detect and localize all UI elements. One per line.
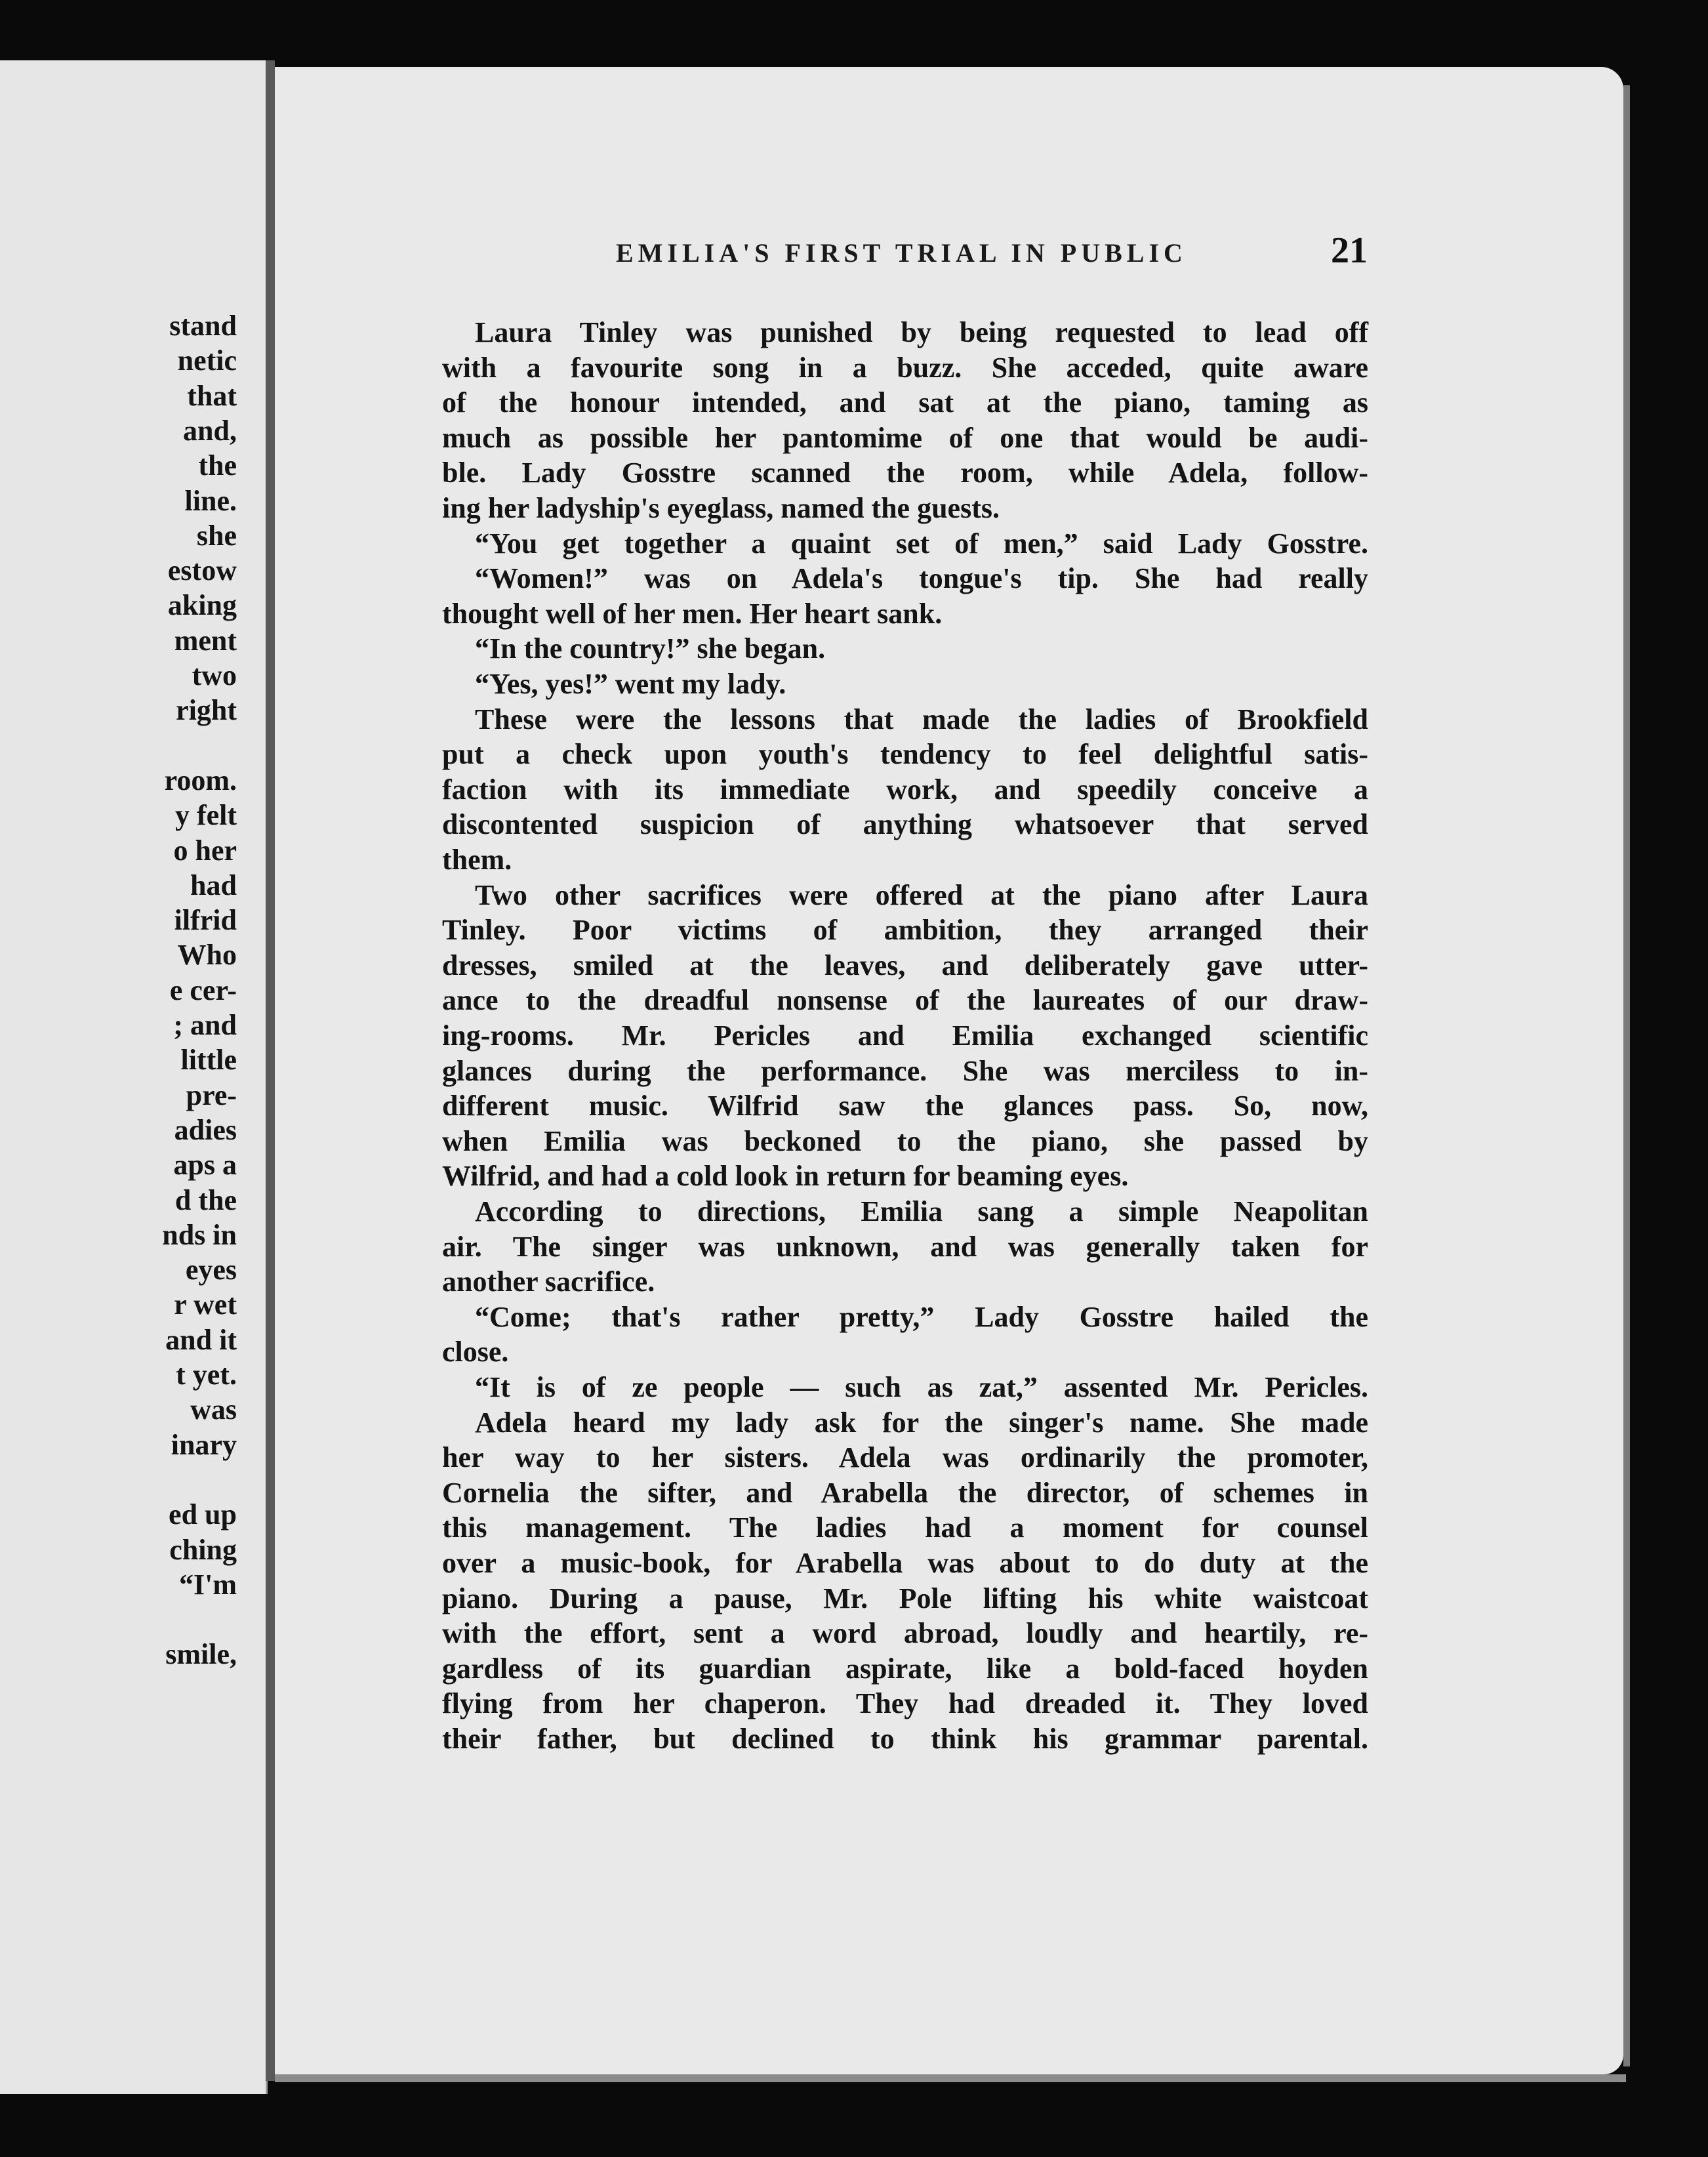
text-line: air. The singer was unknown, and was generally taken for [442,1230,1368,1263]
text-line: her way to her sisters. Adela was ordinarily the promoter, [442,1441,1368,1474]
left-text-fragment: ed up [169,1498,237,1531]
left-text-fragment: was [190,1393,237,1426]
left-text-fragment: smile, [165,1638,237,1671]
text-line: Tinley. Poor victims of ambition, they arranged their [442,914,1368,947]
left-text-fragment: e cer- [169,974,237,1006]
text-line: them. [442,844,512,876]
text-line: According to directions, Emilia sang a simple Neapolitan [475,1195,1368,1227]
text-line: ing her ladyship's eyeglass, named the guests. [442,492,1000,524]
text-line: Two other sacrifices were offered at the piano after Laura [475,878,1368,911]
left-text-fragment: “I'm [179,1568,237,1601]
left-text-fragment: two [192,659,237,691]
text-line: Wilfrid, and had a cold look in return for beaming eyes. [442,1160,1129,1193]
left-text-fragment: right [176,694,237,727]
page-bottom-edge [275,2074,1626,2082]
text-line: ing-rooms. Mr. Pericles and Emilia exchanged scientific [442,1019,1368,1052]
text-line: of the honour intended, and sat at the piano, taming as [442,386,1368,419]
left-text-fragment: t yet. [176,1359,237,1391]
text-line: “Yes, yes!” went my lady. [475,668,786,700]
text-line: when Emilia was beckoned to the piano, she passed by [442,1124,1368,1157]
text-line: close. [442,1336,509,1368]
text-line: piano. During a pause, Mr. Pole lifting his white waistcoat [442,1582,1368,1614]
right-page [275,67,1623,2074]
text-line: Cornelia the sifter, and Arabella the director, of schemes in [442,1476,1368,1509]
left-text-fragment: eyes [185,1254,237,1286]
left-text-fragment: had [190,869,237,901]
text-line: “Women!” was on Adela's tongue's tip. She had really [475,562,1368,595]
left-page-fragment [0,60,268,2094]
text-line: “You get together a quaint set of men,” said Lady Gosstre. [475,527,1368,560]
left-text-fragment: the [198,449,237,482]
text-line: with a favourite song in a buzz. She acceded, quite aware [442,351,1368,384]
text-line: glances during the performance. She was merciless to in- [442,1054,1368,1087]
text-line: These were the lessons that made the ladies of Brookfield [475,703,1368,735]
left-text-fragment: ilfrid [174,904,237,937]
left-text-fragment: ; and [173,1009,237,1041]
text-line: ble. Lady Gosstre scanned the room, while Adela, follow- [442,457,1368,489]
left-text-fragment: aps a [173,1149,237,1181]
text-line: dresses, smiled at the leaves, and deliberately gave utter- [442,949,1368,981]
left-text-fragment: y felt [174,799,237,832]
left-text-fragment: netic [177,344,237,377]
text-line: their father, but declined to think his grammar parental. [442,1723,1368,1755]
text-line: “It is of ze people — such as zat,” assented Mr. Pericles. [475,1371,1368,1403]
text-line: Laura Tinley was punished by being requested to lead off [475,316,1368,348]
left-text-fragment: adies [174,1113,237,1146]
text-line: ance to the dreadful nonsense of the laureates of our draw- [442,984,1368,1017]
text-line: “In the country!” she began. [475,632,826,665]
text-line: discontented suspicion of anything whatsoever that served [442,808,1368,841]
page-number: 21 [1331,230,1368,271]
left-text-fragment: d the [174,1183,237,1216]
left-text-fragment: stand [169,310,237,342]
left-text-fragment: Who [177,939,237,972]
text-line: much as possible her pantomime of one that would be audi- [442,421,1368,454]
left-text-fragment: line. [184,484,237,517]
text-line: this management. The ladies had a moment for counsel [442,1511,1368,1544]
text-line: thought well of her men. Her heart sank. [442,597,943,630]
left-text-fragment: o her [173,834,237,867]
text-line: put a check upon youth's tendency to feel delightful satis- [442,738,1368,771]
text-line: Adela heard my lady ask for the singer's name. She made [475,1406,1368,1439]
book-gutter [266,60,275,2081]
left-text-fragment: she [196,519,237,552]
left-text-fragment: and, [183,414,237,447]
text-line: faction with its immediate work, and speedily conceive a [442,773,1368,806]
text-line: with the effort, sent a word abroad, loudly and heartily, re- [442,1617,1368,1650]
text-line: “Come; that's rather pretty,” Lady Gosstre hailed the [475,1300,1368,1333]
left-text-fragment: r wet [174,1288,237,1321]
left-text-fragment: ment [174,624,237,657]
left-text-fragment: little [180,1044,237,1077]
left-text-fragment: inary [171,1428,237,1461]
left-text-fragment: aking [167,589,237,622]
page-edge [1623,85,1630,2066]
text-line: over a music-book, for Arabella was about to do duty at the [442,1547,1368,1579]
left-text-fragment: nds in [162,1218,237,1251]
text-line: gardless of its guardian aspirate, like a bold-faced hoyden [442,1652,1368,1685]
left-text-fragment: ching [169,1533,237,1566]
text-line: different music. Wilfrid saw the glances pass. So, now, [442,1090,1368,1122]
left-text-fragment: room. [164,764,237,796]
running-head: EMILIA'S FIRST TRIAL IN PUBLIC [616,238,1187,268]
left-text-fragment: and it [165,1323,237,1356]
left-text-fragment: estow [167,554,237,587]
text-line: another sacrifice. [442,1265,655,1298]
left-text-fragment: pre- [186,1078,237,1111]
left-text-fragment: that [187,379,237,412]
text-line: flying from her chaperon. They had dreaded it. They loved [442,1687,1368,1720]
